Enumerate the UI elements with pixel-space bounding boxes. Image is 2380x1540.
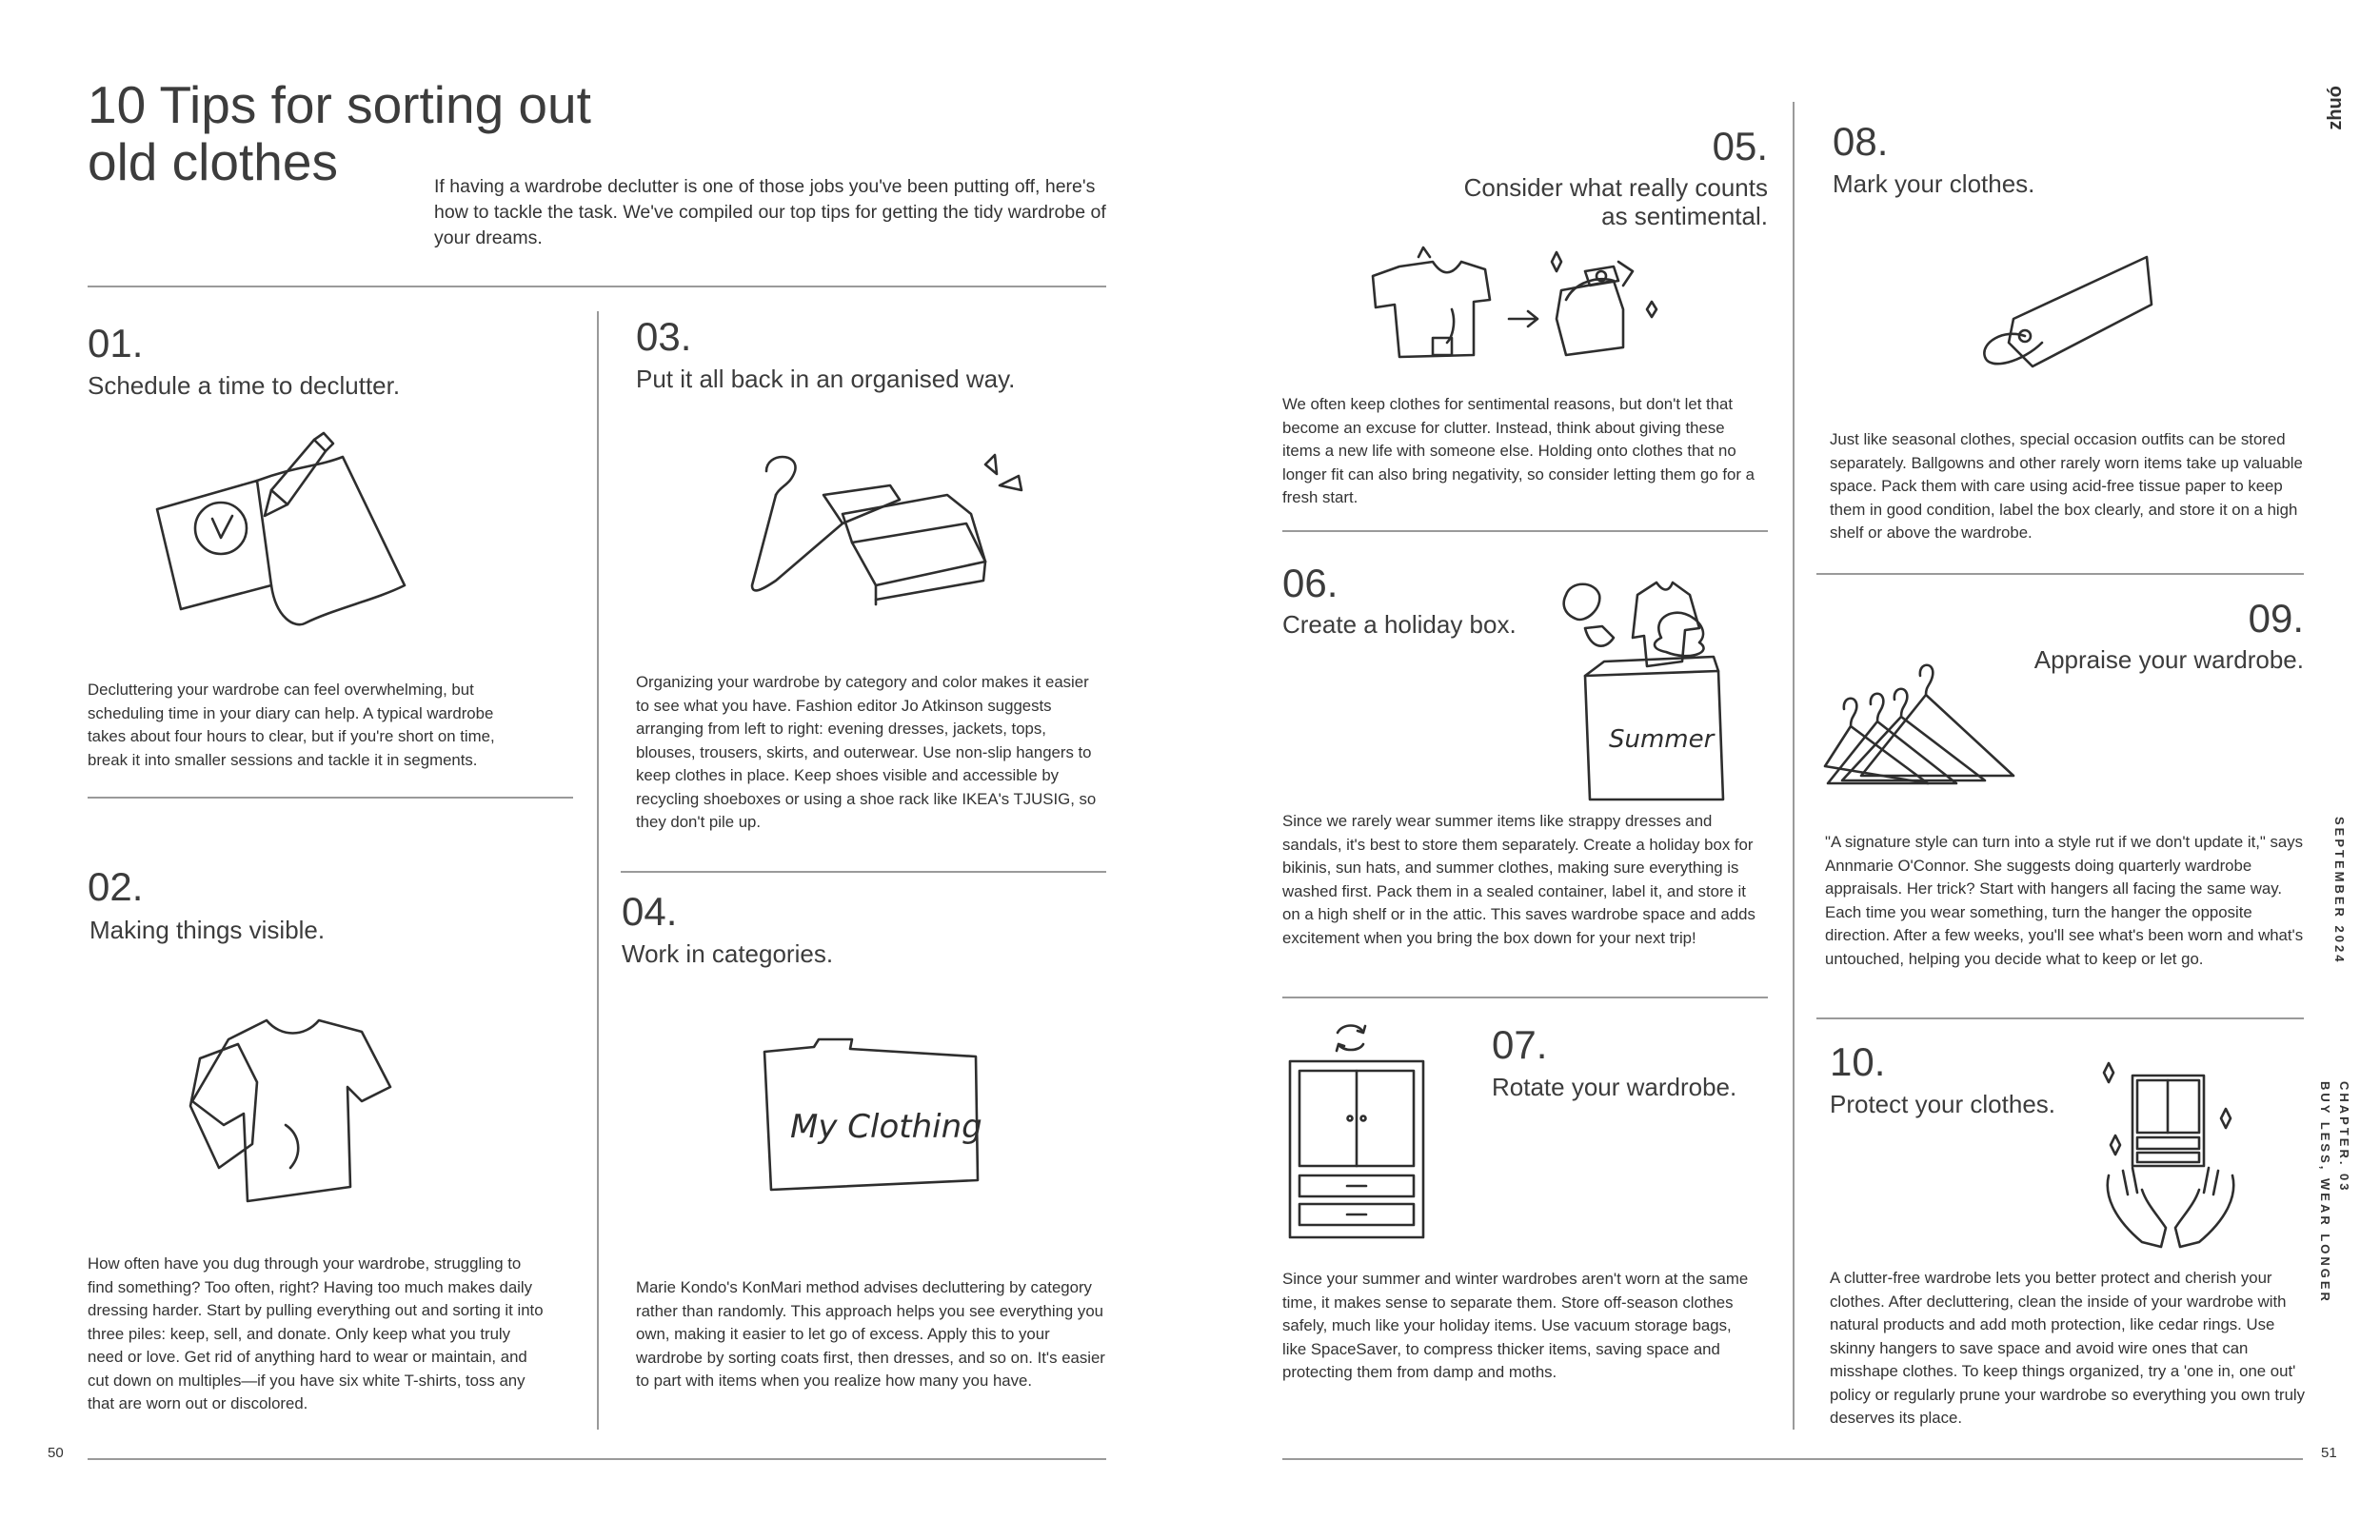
side-date: SEPTEMBER 2024 — [2332, 817, 2347, 965]
side-chapter-line-2: BUY LESS, WEAR LONGER — [2318, 1081, 2332, 1304]
side-chapter-line-1: CHAPTER. 03 — [2337, 1081, 2351, 1194]
tip-10-body: A clutter-free wardrobe lets you better protect and cherish your clothes. After decluttering, clean the inside of your wardrobe with natural products and add moth protection, like cedar rings. Use skinny hangers to save space and avoid wire ones that can misshape clothes. To keep things organized, try a 'one in, one out' policy or regularly prune your wardrobe so everything you own truly deserves its place. — [1830, 1269, 2306, 1427]
tip-02-body: How often have you dug through your wardrobe, struggling to find something? Too often, right? Having too much makes daily dressing harder. Start by pulling everything out and sorting it into three piles: keep, sell, and donate. Only keep what you truly need or love. Get rid of anything hard to wear or maintain, and cut down on multiples—if you have six white T-shirts, toss any that are worn out or discolored. — [88, 1254, 544, 1412]
intro-text: If having a wardrobe declutter is one of those jobs you've been putting off, here's how to tackle the task. We've compiled our top tips for getting the tidy wardrobe of your dreams. — [434, 176, 1106, 248]
side-chapter — [2315, 1081, 2353, 1304]
tip-05-title-line-2: as sentimental. — [1601, 202, 1768, 230]
tip-05-title — [1333, 173, 1768, 230]
tip-06-number: 06. — [1282, 561, 1339, 605]
divider — [1816, 1017, 2304, 1019]
tip-03-title: Put it all back in an organised way. — [636, 365, 1016, 393]
tip-06-body: Since we rarely wear summer items like strappy dresses and sandals, it's best to store them separately. Create a holiday box for bikinis, sun hats, and summer clothes, making sure everything is washed first. Pack them in a sealed container, label it, and store it on a high shelf or in the attic. This saves wardrobe space and adds excitement when you bring the box down for your next trip! — [1282, 812, 1755, 947]
tip-08-title: Mark your clothes. — [1833, 169, 2035, 198]
box-label: Summer — [1609, 725, 1715, 754]
tip-06-title: Create a holiday box. — [1282, 610, 1517, 639]
tip-07-title: Rotate your wardrobe. — [1492, 1073, 1737, 1101]
clothing-tag-illustration — [1975, 252, 2161, 376]
hanger-box-illustration — [747, 447, 1033, 609]
tip-10-title: Protect your clothes. — [1830, 1090, 2055, 1118]
tip-07-body: Since your summer and winter wardrobes aren't worn at the same time, it makes sense to separate them. Store off-season clothes safely, much like your holiday items. Use vacuum storage bags, like SpaceSaver, to compress thicker items, saving space and protecting them from damp and moths. — [1282, 1270, 1749, 1381]
t-shirt-illustration — [181, 1011, 400, 1220]
magazine-clock-illustration — [152, 428, 409, 638]
brand-logo: zhuó — [2325, 86, 2346, 130]
tip-04-number: 04. — [622, 889, 678, 934]
tip-03-body: Organizing your wardrobe by category and color makes it easier to see what you have. Fashion editor Jo Atkinson suggests arranging from left to right: evening dresses, jackets, tops, blouses, trousers, skirts, and outerwear. Use non-slip hangers to keep clothes in place. Keep shoes visible and accessible by recycling shoeboxes or using a shoe rack like IKEA's TJUSIG, so they don't pile up. — [636, 673, 1097, 831]
tip-09-number: 09. — [2248, 596, 2304, 641]
divider — [1816, 573, 2304, 575]
tip-07-number: 07. — [1492, 1022, 1548, 1067]
divider — [621, 871, 1106, 873]
page-title — [88, 76, 621, 190]
tip-05-body: We often keep clothes for sentimental reasons, but don't let that become an excuse for clutter. Instead, think about giving these items a new life with someone else. Holding onto clothes that no longer fit can also bring negativity, so consider letting them go for a fresh start. — [1282, 395, 1755, 506]
clothing-box-illustration — [757, 1037, 981, 1194]
tip-02-number: 02. — [88, 864, 144, 909]
tip-01-title: Schedule a time to declutter. — [88, 371, 401, 400]
divider — [88, 286, 1106, 287]
tip-05-title-line-1: Consider what really counts — [1463, 173, 1768, 202]
page-number-left: 50 — [48, 1445, 64, 1461]
tip-09-title: Appraise your wardrobe. — [2033, 645, 2304, 674]
tip-08-body: Just like seasonal clothes, special occasion outfits can be stored separately. Ballgowns and other rarely worn items take up valuable space. Pack them with care using acid-free tissue paper to keep them in good condition, label the box clearly, and store it on a high shelf or above the wardrobe. — [1830, 430, 2303, 542]
page-number-right: 51 — [2321, 1445, 2337, 1461]
summer-box-illustration — [1557, 571, 1747, 790]
footer-rule — [1282, 1458, 2303, 1460]
shirt-to-bag-illustration — [1361, 243, 1676, 371]
column-divider — [1793, 102, 1795, 1430]
divider — [1282, 997, 1768, 998]
tip-05-number: 05. — [1712, 124, 1768, 168]
page-title-line-2: old clothes — [88, 132, 338, 191]
tip-08-number: 08. — [1833, 119, 1889, 164]
tip-01-number: 01. — [88, 321, 144, 365]
tip-04-body: Marie Kondo's KonMari method advises decluttering by category rather than randomly. This approach helps you see everything you own, making it easier to let go of excess. Apply this to your wardrobe by sorting coats first, then dresses, and so on. It's easier to part with items when you realize how many you have. — [636, 1278, 1105, 1390]
hangers-illustration — [1823, 661, 2042, 795]
tip-02-title: Making things visible. — [89, 916, 326, 944]
divider — [88, 797, 573, 799]
divider — [1282, 530, 1768, 532]
box-label: My Clothing — [790, 1108, 982, 1146]
tip-03-number: 03. — [636, 314, 692, 359]
column-divider — [597, 311, 599, 1430]
tip-10-number: 10. — [1830, 1039, 1886, 1084]
page-title-line-1: 10 Tips for sorting out — [88, 75, 591, 134]
tip-09-body: "A signature style can turn into a style rut if we don't update it," says Annmarie O'Connor. She suggests doing quarterly wardrobe appraisals. Her trick? Start with hangers all facing the same way. Each time you wear something, turn the hanger the opposite direction. After a few weeks, you'll see what's been worn and what's untouched, helping you decide what to keep or let go. — [1825, 833, 2304, 968]
tip-04-title: Work in categories. — [622, 939, 834, 968]
tip-01-body: Decluttering your wardrobe can feel overwhelming, but scheduling time in your diary can help. A typical wardrobe takes about four hours to clear, but if you're short on time, break it into smaller sessions and tackle it in segments. — [88, 681, 495, 769]
hands-wardrobe-illustration — [2099, 1061, 2242, 1252]
wardrobe-illustration — [1285, 1023, 1428, 1242]
footer-rule — [88, 1458, 1106, 1460]
